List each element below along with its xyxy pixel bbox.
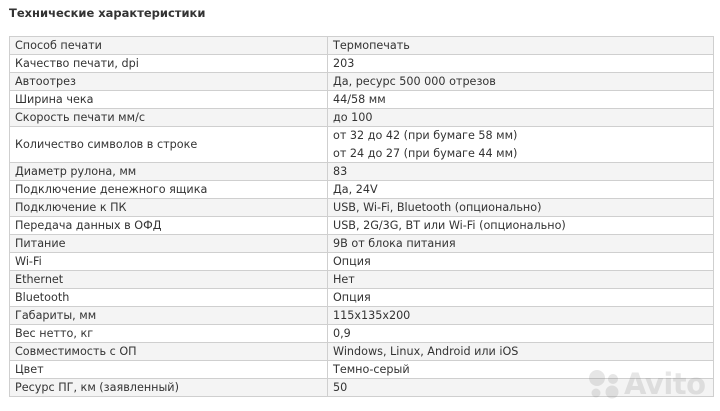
spec-value: 115x135x200	[328, 307, 714, 325]
table-row	[10, 55, 714, 73]
spec-value	[328, 127, 714, 163]
spec-value-line: от 32 до 42 (при бумаге 58 мм)	[333, 129, 518, 142]
spec-value: Нет	[328, 271, 714, 289]
spec-label: Ширина чека	[10, 91, 328, 109]
spec-value: 44/58 мм	[328, 91, 714, 109]
spec-value: 50	[328, 379, 714, 397]
spec-label: Вес нетто, кг	[10, 325, 328, 343]
table-row	[10, 235, 714, 253]
avito-watermark	[588, 361, 708, 407]
spec-value: Термопечать	[328, 37, 714, 55]
spec-label: Количество символов в строке	[10, 127, 328, 163]
specifications-table-body	[10, 37, 714, 397]
table-row	[10, 343, 714, 361]
spec-value: 0,9	[328, 325, 714, 343]
spec-label: Совместимость с ОП	[10, 343, 328, 361]
specifications-table	[9, 36, 714, 397]
table-row	[10, 325, 714, 343]
avito-logo-icon	[588, 369, 622, 399]
spec-label: Диаметр рулона, мм	[10, 163, 328, 181]
table-row	[10, 109, 714, 127]
spec-value: Опция	[328, 253, 714, 271]
spec-value: до 100	[328, 109, 714, 127]
table-row	[10, 271, 714, 289]
table-row	[10, 181, 714, 199]
spec-value: USB, 2G/3G, BT или Wi-Fi (опционально)	[328, 217, 714, 235]
spec-value-line: от 24 до 27 (при бумаге 44 мм)	[333, 146, 518, 160]
spec-label: Автоотрез	[10, 73, 328, 91]
spec-label: Wi-Fi	[10, 253, 328, 271]
spec-label: Габариты, мм	[10, 307, 328, 325]
table-row	[10, 37, 714, 55]
spec-label: Подключение денежного ящика	[10, 181, 328, 199]
spec-value: USB, Wi-Fi, Bluetooth (опционально)	[328, 199, 714, 217]
table-row	[10, 199, 714, 217]
spec-label: Ethernet	[10, 271, 328, 289]
spec-label: Способ печати	[10, 37, 328, 55]
table-row	[10, 307, 714, 325]
spec-label: Подключение к ПК	[10, 199, 328, 217]
spec-label: Качество печати, dpi	[10, 55, 328, 73]
spec-label: Цвет	[10, 361, 328, 379]
spec-value: 83	[328, 163, 714, 181]
spec-value: Да, 24V	[328, 181, 714, 199]
spec-value: Да, ресурс 500 000 отрезов	[328, 73, 714, 91]
section-title: Технические характеристики	[9, 6, 206, 20]
spec-label: Ресурс ПГ, км (заявленный)	[10, 379, 328, 397]
table-row	[10, 289, 714, 307]
spec-value: 9В от блока питания	[328, 235, 714, 253]
table-row	[10, 73, 714, 91]
table-row	[10, 163, 714, 181]
spec-value: Windows, Linux, Android или iOS	[328, 343, 714, 361]
table-row	[10, 127, 714, 163]
spec-label: Bluetooth	[10, 289, 328, 307]
spec-value: Темно-серый	[328, 361, 714, 379]
table-row	[10, 217, 714, 235]
watermark-text: Avito	[624, 367, 706, 401]
spec-label: Передача данных в ОФД	[10, 217, 328, 235]
spec-value: 203	[328, 55, 714, 73]
table-row	[10, 253, 714, 271]
spec-label: Скорость печати мм/с	[10, 109, 328, 127]
spec-value: Опция	[328, 289, 714, 307]
table-row	[10, 91, 714, 109]
spec-label: Питание	[10, 235, 328, 253]
